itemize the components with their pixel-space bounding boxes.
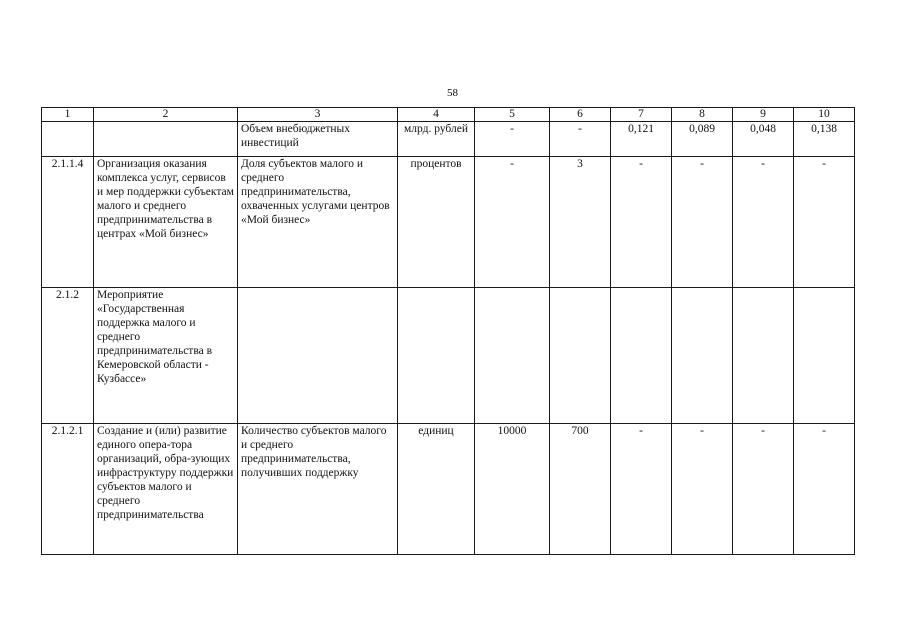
header-cell: 1: [42, 108, 94, 122]
indicator-cell: Количество субъектов малого и среднего предпринимательства, получивших поддержку: [238, 424, 398, 555]
unit-cell: [398, 288, 475, 424]
value-cell: [611, 288, 672, 424]
value-cell: 0,048: [733, 122, 794, 157]
header-cell: 2: [94, 108, 238, 122]
value-cell: [475, 288, 550, 424]
value-cell: [672, 288, 733, 424]
unit-cell: млрд. рублей: [398, 122, 475, 157]
unit-cell: единиц: [398, 424, 475, 555]
value-cell: [794, 288, 855, 424]
value-cell: -: [794, 157, 855, 288]
indicator-cell: Доля субъектов малого и среднего предпринимательства, охваченных услугами центров «Мой бизнес»: [238, 157, 398, 288]
value-cell: -: [672, 157, 733, 288]
value-cell: 0,121: [611, 122, 672, 157]
value-cell: [550, 288, 611, 424]
header-row: [42, 108, 855, 122]
header-cell: 10: [794, 108, 855, 122]
value-cell: -: [550, 122, 611, 157]
header-cell: 7: [611, 108, 672, 122]
value-cell: -: [672, 424, 733, 555]
value-cell: -: [611, 424, 672, 555]
activity-cell: Организация оказания комплекса услуг, сервисов и мер поддержки субъектам малого и среднего предпринимательства в центрах «Мой бизнес»: [94, 157, 238, 288]
header-cell: 4: [398, 108, 475, 122]
unit-cell: процентов: [398, 157, 475, 288]
value-cell: 0,138: [794, 122, 855, 157]
value-cell: 0,089: [672, 122, 733, 157]
header-cell: 5: [475, 108, 550, 122]
value-cell: 700: [550, 424, 611, 555]
header-cell: 6: [550, 108, 611, 122]
header-cell: 3: [238, 108, 398, 122]
indicator-cell: Объем внебюджетных инвестиций: [238, 122, 398, 157]
code-cell: 2.1.1.4: [42, 157, 94, 288]
activity-cell: Мероприятие «Государственная поддержка малого и среднего предпринимательства в Кемеровской области - Кузбассе»: [94, 288, 238, 424]
code-cell: [42, 122, 94, 157]
value-cell: 3: [550, 157, 611, 288]
page-number: 58: [447, 87, 458, 99]
activity-cell: Создание и (или) развитие единого опера-тора организаций, обра-зующих инфраструктуру поддержки субъектов малого и среднего предпринимательства: [94, 424, 238, 555]
value-cell: -: [794, 424, 855, 555]
table-row: [42, 424, 855, 555]
value-cell: -: [475, 122, 550, 157]
value-cell: 10000: [475, 424, 550, 555]
header-cell: 8: [672, 108, 733, 122]
value-cell: -: [733, 157, 794, 288]
value-cell: [733, 288, 794, 424]
activity-cell: [94, 122, 238, 157]
table-row: [42, 157, 855, 288]
targets-table: [41, 107, 855, 555]
value-cell: -: [611, 157, 672, 288]
value-cell: -: [475, 157, 550, 288]
header-cell: 9: [733, 108, 794, 122]
table-row: [42, 288, 855, 424]
indicator-cell: [238, 288, 398, 424]
code-cell: 2.1.2.1: [42, 424, 94, 555]
code-cell: 2.1.2: [42, 288, 94, 424]
value-cell: -: [733, 424, 794, 555]
table-row: [42, 122, 855, 157]
